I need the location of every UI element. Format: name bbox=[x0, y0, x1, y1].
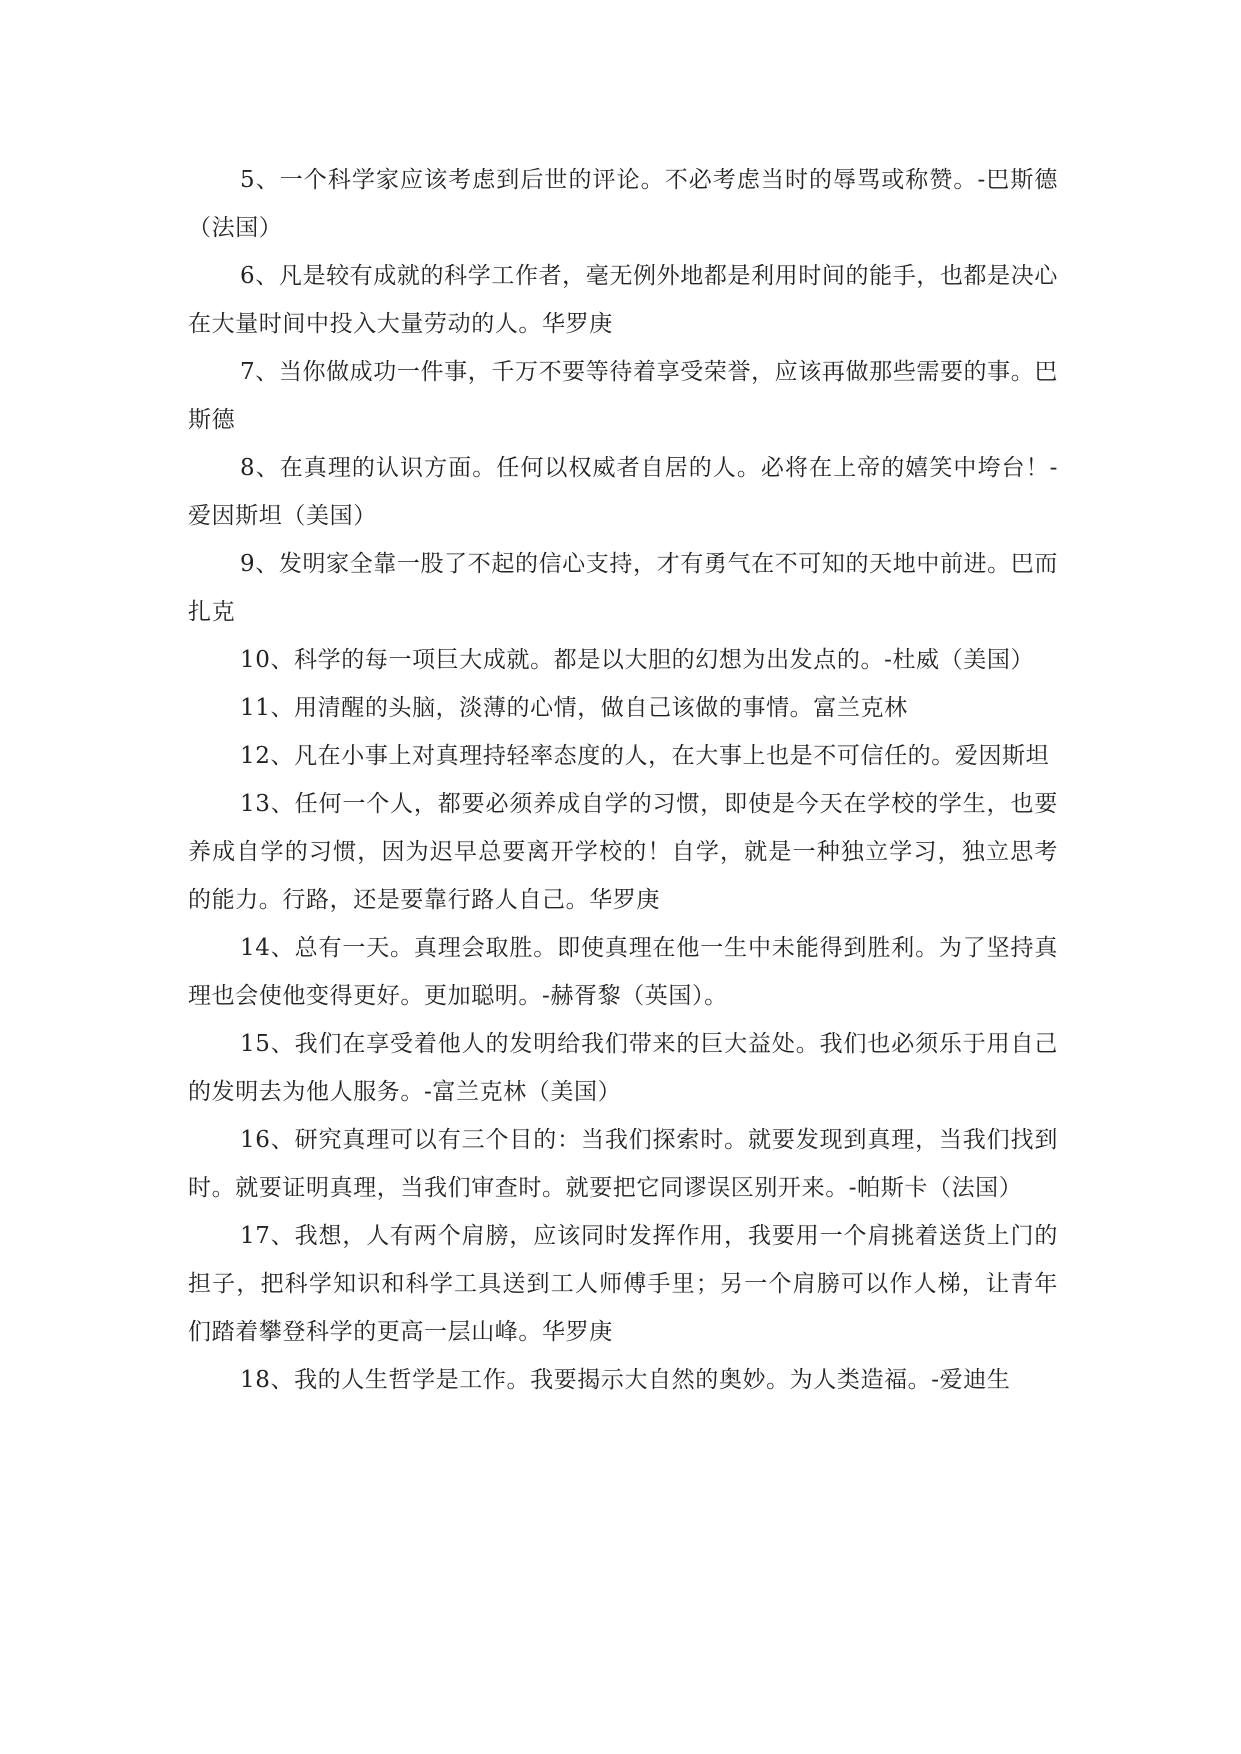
quote-paragraph-17: 17、我想，人有两个肩膀，应该同时发挥作用，我要用一个肩挑着送货上门的担子，把科学知识和科学工具送到工人师傅手里；另一个肩膀可以作人梯，让青年们踏着攀登科学的更高一层山峰。华罗庚 bbox=[188, 1223, 1058, 1345]
quote-paragraph-16: 16、研究真理可以有三个目的：当我们探索时。就要发现到真理，当我们找到时。就要证明真理，当我们审查时。就要把它同谬误区别开来。-帕斯卡（法国） bbox=[188, 1127, 1058, 1201]
quote-paragraph-9: 9、发明家全靠一股了不起的信心支持，才有勇气在不可知的天地中前进。巴而扎克 bbox=[188, 551, 1058, 625]
quote-paragraph-13: 13、任何一个人，都要必须养成自学的习惯，即使是今天在学校的学生，也要养成自学的习惯，因为迟早总要离开学校的！自学，就是一种独立学习，独立思考的能力。行路，还是要靠行路人自己。华罗庚 bbox=[188, 791, 1058, 913]
quote-paragraph-5: 5、一个科学家应该考虑到后世的评论。不必考虑当时的辱骂或称赞。-巴斯德（法国） bbox=[188, 167, 1058, 241]
quote-paragraph-8: 8、在真理的认识方面。任何以权威者自居的人。必将在上帝的嬉笑中垮台！-爱因斯坦（美国） bbox=[188, 455, 1058, 529]
quote-paragraph-6: 6、凡是较有成就的科学工作者，毫无例外地都是利用时间的能手，也都是决心在大量时间中投入大量劳动的人。华罗庚 bbox=[188, 263, 1058, 337]
quote-list bbox=[188, 156, 1058, 1404]
quote-paragraph-14: 14、总有一天。真理会取胜。即使真理在他一生中未能得到胜利。为了坚持真理也会使他变得更好。更加聪明。-赫胥黎（英国）。 bbox=[188, 935, 1058, 1009]
quote-paragraph-18: 18、我的人生哲学是工作。我要揭示大自然的奥妙。为人类造福。-爱迪生 bbox=[240, 1367, 1011, 1393]
quote-paragraph-12: 12、凡在小事上对真理持轻率态度的人，在大事上也是不可信任的。爱因斯坦 bbox=[240, 743, 1050, 769]
quote-paragraph-7: 7、当你做成功一件事，千万不要等待着享受荣誉，应该再做那些需要的事。巴斯德 bbox=[188, 359, 1058, 433]
quote-paragraph-10: 10、科学的每一项巨大成就。都是以大胆的幻想为出发点的。-杜威（美国） bbox=[240, 647, 1035, 673]
quote-paragraph-11: 11、用清醒的头脑，淡薄的心情，做自己该做的事情。富兰克林 bbox=[240, 695, 908, 721]
quote-paragraph-15: 15、我们在享受着他人的发明给我们带来的巨大益处。我们也必须乐于用自己的发明去为他人服务。-富兰克林（美国） bbox=[188, 1031, 1058, 1105]
